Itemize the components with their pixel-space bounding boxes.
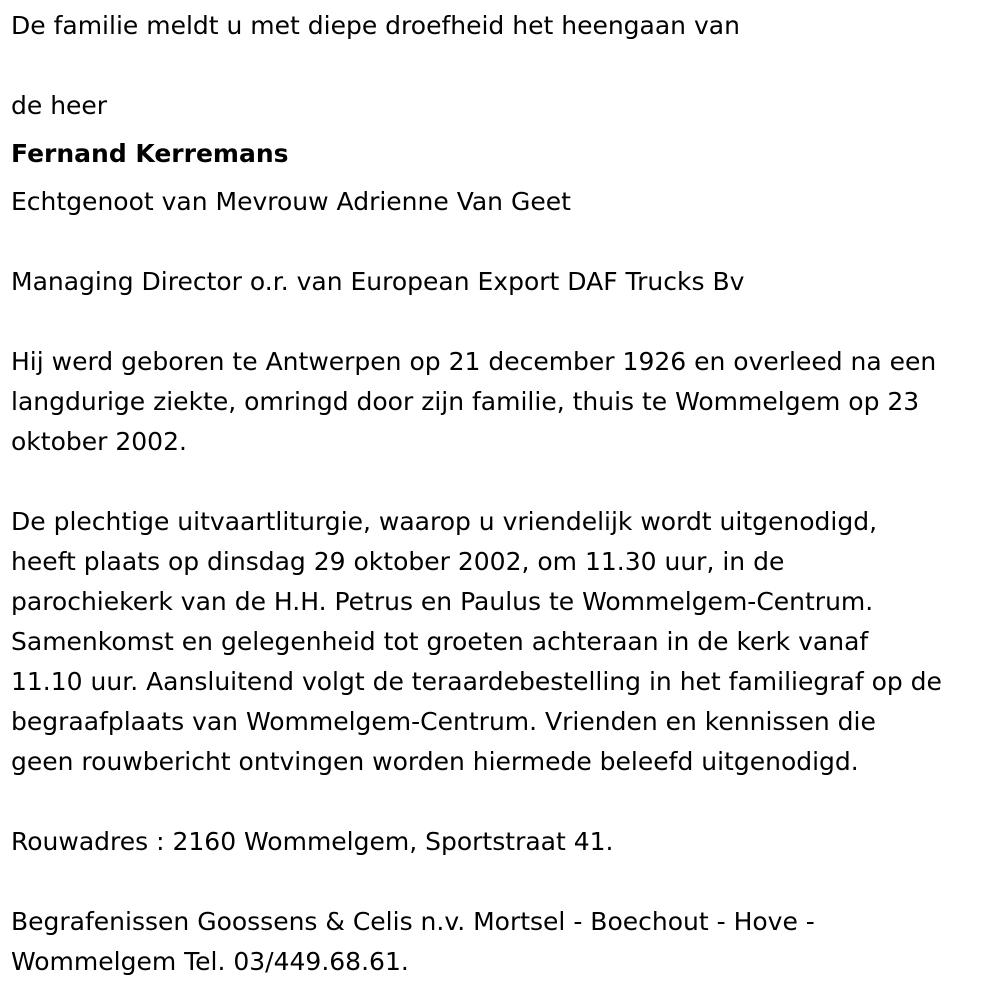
undertaker-paragraph: [11, 902, 996, 982]
paragraph-line: geen rouwbericht ontvingen worden hiermede beleefd uitgenodigd.: [11, 747, 859, 776]
paragraph-line: 11.10 uur. Aansluitend volgt de teraardebestelling in het familiegraf op de: [11, 667, 942, 696]
paragraph-line: Begrafenissen Goossens & Celis n.v. Mortsel - Boechout - Hove -: [11, 907, 815, 936]
paragraph-line: De plechtige uitvaartliturgie, waarop u vriendelijk wordt uitgenodigd,: [11, 507, 878, 536]
title-prefix: de heer: [11, 91, 108, 120]
deceased-name: Fernand Kerremans: [11, 139, 289, 168]
birth-death-paragraph: [11, 342, 996, 462]
funeral-paragraph: [11, 502, 996, 782]
mourning-address: Rouwadres : 2160 Wommelgem, Sportstraat 41.: [11, 827, 614, 856]
spouse-text: Echtgenoot van Mevrouw Adrienne Van Geet: [11, 187, 571, 216]
paragraph-line: Wommelgem Tel. 03/449.68.61.: [11, 947, 409, 976]
paragraph-line: parochiekerk van de H.H. Petrus en Paulus te Wommelgem-Centrum.: [11, 587, 874, 616]
paragraph-line: oktober 2002.: [11, 427, 187, 456]
paragraph-line: Hij werd geboren te Antwerpen op 21 december 1926 en overleed na een: [11, 347, 937, 376]
intro-text: De familie meldt u met diepe droefheid het heengaan van: [11, 11, 740, 40]
paragraph-line: Samenkomst en gelegenheid tot groeten achteraan in de kerk vanaf: [11, 627, 869, 656]
paragraph-line: langdurige ziekte, omringd door zijn familie, thuis te Wommelgem op 23: [11, 387, 920, 416]
paragraph-line: heeft plaats op dinsdag 29 oktober 2002, om 11.30 uur, in de: [11, 547, 785, 576]
occupation-text: Managing Director o.r. van European Export DAF Trucks Bv: [11, 267, 745, 296]
paragraph-line: begraafplaats van Wommelgem-Centrum. Vrienden en kennissen die: [11, 707, 876, 736]
